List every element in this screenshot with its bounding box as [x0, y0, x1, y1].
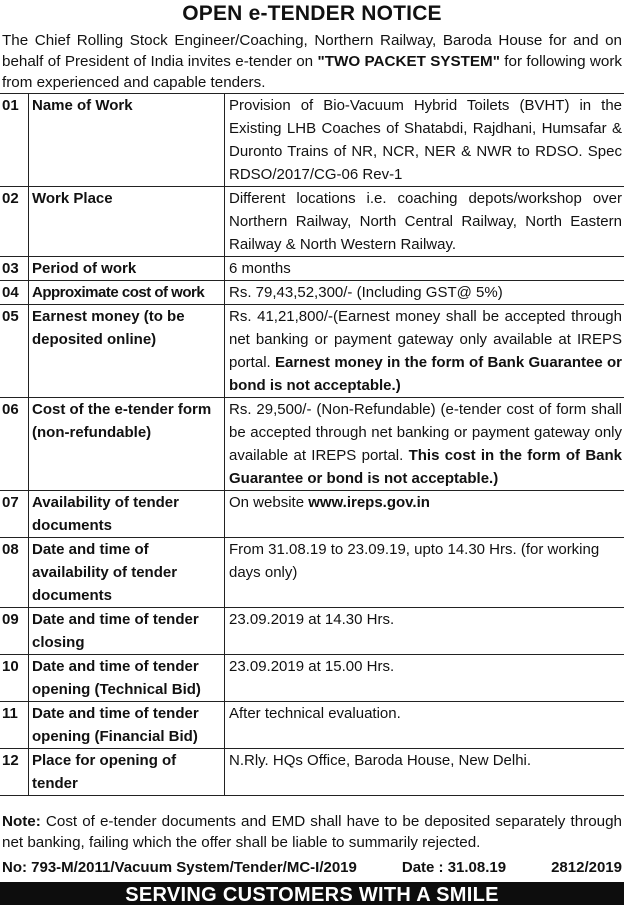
reference-date: Date : 31.08.19: [402, 857, 506, 878]
table-row: [0, 257, 624, 281]
row-label: Approximate cost of work: [29, 281, 225, 305]
row-value-emphasis: This cost in the form of Bank Guarantee or bond is not acceptable.): [229, 447, 622, 487]
table-row: [0, 94, 624, 187]
row-label: Date and time of tender closing: [29, 608, 225, 655]
table-row: [0, 398, 624, 491]
table-row: [0, 187, 624, 257]
row-value: [225, 491, 624, 538]
row-value: 23.09.2019 at 14.30 Hrs.: [225, 608, 624, 655]
row-number: 05: [0, 305, 29, 398]
table-row: [0, 281, 624, 305]
tender-details-table: [0, 93, 624, 796]
row-value-emphasis: Earnest money in the form of Bank Guarantee or bond is not acceptable.): [229, 354, 622, 394]
note-paragraph: [2, 811, 622, 853]
row-value: Rs. 79,43,52,300/- (Including GST@ 5%): [225, 281, 624, 305]
row-label: Availability of tender documents: [29, 491, 225, 538]
row-label: Date and time of tender opening (Technical Bid): [29, 655, 225, 702]
table-row: [0, 538, 624, 608]
row-number: 09: [0, 608, 29, 655]
row-value-text: On website: [229, 494, 308, 511]
table-row: [0, 655, 624, 702]
row-number: 02: [0, 187, 29, 257]
row-value: N.Rly. HQs Office, Baroda House, New Delhi.: [225, 749, 624, 796]
row-label: Date and time of availability of tender documents: [29, 538, 225, 608]
intro-system: "TWO PACKET SYSTEM": [318, 53, 500, 70]
row-value: Different locations i.e. coaching depots/workshop over Northern Railway, North Central Railway, North Eastern Railway & North Western Railway.: [225, 187, 624, 257]
note-label: Note:: [2, 813, 41, 830]
row-value: 6 months: [225, 257, 624, 281]
note-text: Cost of e-tender documents and EMD shall have to be deposited separately through net banking, failing which the offer shall be liable to summarily rejected.: [2, 813, 622, 851]
table-row: [0, 749, 624, 796]
row-label: Cost of the e-tender form (non-refundable): [29, 398, 225, 491]
row-number: 04: [0, 281, 29, 305]
row-label: Place for opening of tender: [29, 749, 225, 796]
row-number: 12: [0, 749, 29, 796]
row-value: From 31.08.19 to 23.09.19, upto 14.30 Hrs. (for working days only): [225, 538, 624, 608]
row-label: Date and time of tender opening (Financial Bid): [29, 702, 225, 749]
row-value: [225, 305, 624, 398]
row-number: 08: [0, 538, 29, 608]
row-number: 11: [0, 702, 29, 749]
row-label: Work Place: [29, 187, 225, 257]
row-value-text: Rs. 41,21,800/-(Earnest money shall be accepted through net banking or payment gateway only available at IREPS portal.: [229, 308, 622, 371]
row-number: 10: [0, 655, 29, 702]
row-value: Provision of Bio-Vacuum Hybrid Toilets (BVHT) in the Existing LHB Coaches of Shatabdi, Rajdhani, Humsafar & Duronto Trains of NR, NCR, NER & NWR to RDSO. Spec RDSO/2017/CG-06 Rev-1: [225, 94, 624, 187]
row-number: 01: [0, 94, 29, 187]
row-number: 03: [0, 257, 29, 281]
row-label: Earnest money (to be deposited online): [29, 305, 225, 398]
row-number: 06: [0, 398, 29, 491]
table-row: [0, 702, 624, 749]
reference-number: No: 793-M/2011/Vacuum System/Tender/MC-I/2019: [2, 857, 357, 878]
row-label: Period of work: [29, 257, 225, 281]
intro-tail: for following work from experienced and capable tenders.: [2, 53, 622, 91]
row-value-text: Rs. 29,500/- (Non-Refundable) (e-tender cost of form shall be accepted through net banking or payment gateway only available at IREPS portal.: [229, 401, 622, 464]
intro-paragraph: [2, 30, 622, 93]
row-value: 23.09.2019 at 15.00 Hrs.: [225, 655, 624, 702]
intro-text: The Chief Rolling Stock Engineer/Coaching, Northern Railway, Baroda House for and on behalf of President of India invites e-tender on: [2, 32, 622, 70]
slogan-banner: SERVING CUSTOMERS WITH A SMILE: [0, 882, 624, 905]
row-label: Name of Work: [29, 94, 225, 187]
notice-title: OPEN e-TENDER NOTICE: [0, 2, 624, 26]
table-row: [0, 491, 624, 538]
reference-line: [2, 857, 622, 878]
ireps-website-link[interactable]: www.ireps.gov.in: [308, 494, 430, 511]
row-value: [225, 398, 624, 491]
table-row: [0, 305, 624, 398]
row-number: 07: [0, 491, 29, 538]
row-value: After technical evaluation.: [225, 702, 624, 749]
reference-code: 2812/2019: [551, 857, 622, 878]
table-row: [0, 608, 624, 655]
